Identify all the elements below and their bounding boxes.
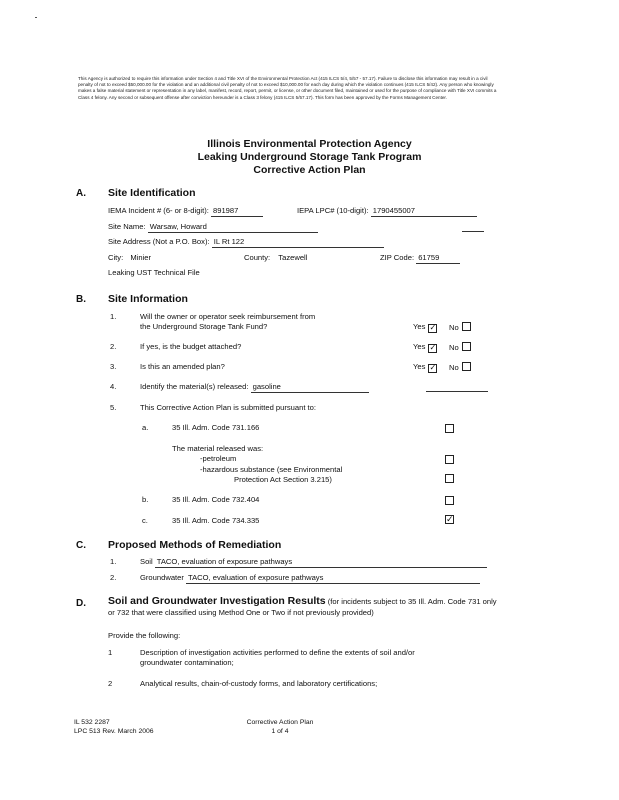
b1-no-label: No [449, 323, 459, 332]
section-a-letter: A. [76, 188, 86, 199]
footer-revision: LPC 513 Rev. March 2006 [74, 728, 154, 735]
b3-yes-option [413, 362, 437, 373]
city-value[interactable]: Minier [130, 253, 151, 262]
c2-num: 2. [110, 573, 117, 582]
b3-question: Is this an amended plan? [140, 362, 225, 371]
section-d-heading: Soil and Groundwater Investigation Results [108, 595, 326, 607]
b2-yes-option [413, 342, 437, 353]
b2-num: 2. [110, 342, 117, 351]
b5c-letter: c. [142, 516, 148, 525]
b5a-text: 35 Ill. Adm. Code 731.166 [172, 423, 260, 432]
iema-value[interactable]: 891987 [211, 206, 263, 217]
b1-yes-label: Yes [413, 322, 426, 331]
zip-label: ZIP Code: [380, 253, 415, 262]
c2-label: Groundwater [140, 573, 184, 582]
section-d-header [108, 596, 500, 618]
soil-method-value[interactable]: TACO, evaluation of exposure pathways [155, 557, 487, 568]
site-name-label: Site Name: [108, 222, 146, 231]
title-form: Corrective Action Plan [253, 164, 366, 176]
site-name-value[interactable]: Warsaw, Howard [148, 222, 318, 233]
c1-label: Soil [140, 557, 153, 566]
b5b-text: 35 Ill. Adm. Code 732.404 [172, 495, 260, 504]
b3-num: 3. [110, 362, 117, 371]
section-b-letter: B. [76, 294, 86, 305]
petroleum-option: -petroleum [200, 454, 237, 463]
iema-row [108, 206, 263, 217]
b5b-letter: b. [142, 495, 149, 504]
scan-mark [35, 17, 37, 18]
hazardous-option-line1: -hazardous substance (see Environmental [200, 465, 343, 474]
groundwater-method-value[interactable]: TACO, evaluation of exposure pathways [186, 573, 480, 584]
title-program: Leaking Underground Storage Tank Program [197, 151, 422, 163]
b5a-checkbox[interactable] [445, 424, 454, 433]
hazardous-option-line2: Protection Act Section 3.215) [234, 475, 332, 484]
iema-label: IEMA Incident # (6- or 8-digit): [108, 206, 209, 215]
site-address-label: Site Address (Not a P.O. Box): [108, 237, 210, 246]
blank-line [462, 231, 484, 232]
site-address-row [108, 237, 384, 248]
b1-no-checkbox[interactable] [462, 322, 471, 331]
b5a-letter: a. [142, 423, 149, 432]
d1-text-line1: Description of investigation activities performed to define the extents of soil and/or [140, 648, 415, 657]
b3-no-label: No [449, 363, 459, 372]
b4-num: 4. [110, 382, 117, 391]
county-label: County: [244, 253, 271, 262]
header-notice: This Agency is authorized to require this information under Section 4 and Title XVI of the Environmental Protection Act (415 ILCS 5/4, 5/57 - 57.17). Failure to disclose this information may result in a civil penalty of not to exceed $50,000.00 for the violation and an additional civil penalty of not to exceed $10,000.00 for each day during which the violation continues (415 ILCS 5/42). Any person who knowingly makes a false material statement or representation in any label, manifest, record, report, permit, or license, or other document filed, maintained or used for the purpose of compliance with Title XVI commits a Class 4 felony. Any second or subsequent offense after conviction hereunder is a Class 3 felony (415 ILCS 5/57.17). This form has been approved by the Forms Management Center. [78, 76, 497, 100]
provide-following: Provide the following: [108, 631, 181, 640]
released-material-value[interactable]: gasoline [251, 382, 369, 393]
footer-page-number: 1 of 4 [271, 728, 289, 735]
footer-form-number: IL 532 2287 [74, 719, 110, 726]
section-b-heading: Site Information [108, 293, 188, 305]
footer-form-title: Corrective Action Plan [246, 719, 314, 726]
b2-no-option [449, 342, 471, 353]
city-label: City: [108, 253, 124, 262]
d1-num: 1 [108, 648, 113, 657]
site-name-row [108, 222, 318, 233]
section-c-letter: C. [76, 540, 86, 551]
zip-value[interactable]: 61759 [416, 253, 460, 264]
section-d-letter: D. [76, 598, 86, 609]
b5b-checkbox[interactable] [445, 496, 454, 505]
b3-yes-checkbox[interactable]: ✓ [429, 363, 437, 372]
material-released-was: The material released was: [172, 444, 264, 453]
d1-text-line2: groundwater contamination; [140, 658, 234, 667]
section-c-heading: Proposed Methods of Remediation [108, 539, 282, 551]
city-row [108, 253, 151, 263]
hazardous-checkbox[interactable] [445, 474, 454, 483]
c1-num: 1. [110, 557, 117, 566]
b5c-text: 35 Ill. Adm. Code 734.335 [172, 516, 260, 525]
section-d-note: (for incidents subject to 35 Ill. Adm. Code 731 only or 732 that were classified using Method One or Two if not previously provided) [108, 597, 497, 617]
b3-yes-label: Yes [413, 362, 426, 371]
b4-row [140, 382, 369, 393]
c1-row [140, 557, 487, 568]
zip-row [380, 253, 460, 264]
technical-file-label: Leaking UST Technical File [108, 268, 200, 277]
b5-num: 5. [110, 403, 117, 412]
section-a-heading: Site Identification [108, 187, 196, 199]
b4-question: Identify the material(s) released: [140, 382, 249, 391]
b2-question: If yes, is the budget attached? [140, 342, 242, 351]
b1-yes-option [413, 322, 437, 333]
b1-question-line1: Will the owner or operator seek reimbursement from [140, 312, 316, 321]
county-value[interactable]: Tazewell [278, 253, 308, 262]
blank-line [426, 391, 488, 392]
b5c-checkbox[interactable]: ✓ [446, 514, 454, 524]
iepa-row [297, 206, 477, 217]
b3-no-option [449, 362, 471, 373]
iepa-value[interactable]: 1790455007 [371, 206, 477, 217]
b1-no-option [449, 322, 471, 333]
b1-num: 1. [110, 312, 117, 321]
b2-no-label: No [449, 343, 459, 352]
b5-text: This Corrective Action Plan is submitted pursuant to: [140, 403, 317, 412]
b2-yes-label: Yes [413, 342, 426, 351]
b3-no-checkbox[interactable] [462, 362, 471, 371]
iepa-label: IEPA LPC# (10-digit): [297, 206, 369, 215]
petroleum-checkbox[interactable] [445, 455, 454, 464]
b1-question-line2: the Underground Storage Tank Fund? [140, 322, 268, 331]
title-agency: Illinois Environmental Protection Agency [207, 138, 412, 150]
site-address-value[interactable]: IL Rt 122 [212, 237, 384, 248]
b2-yes-checkbox[interactable]: ✓ [429, 343, 437, 352]
b2-no-checkbox[interactable] [462, 342, 471, 351]
c2-row [140, 573, 480, 584]
d2-num: 2 [108, 679, 113, 688]
b1-yes-checkbox[interactable]: ✓ [429, 323, 437, 332]
county-row [244, 253, 307, 263]
d2-text: Analytical results, chain-of-custody forms, and laboratory certifications; [140, 679, 378, 688]
